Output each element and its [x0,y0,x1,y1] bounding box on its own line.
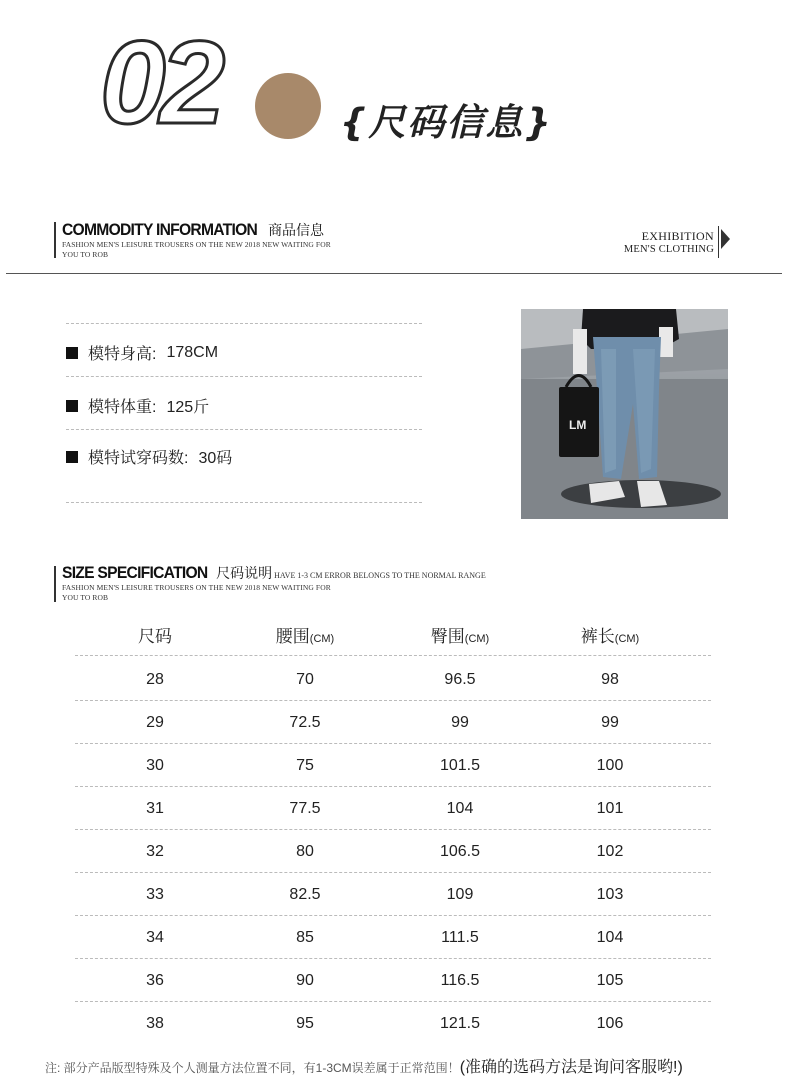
exhibition-label [624,229,714,257]
divider [66,429,422,430]
commodity-title-cn: 商品信息 [268,222,325,238]
square-bullet-icon [66,347,78,359]
table-header-cell [95,615,215,658]
cell-waist: 70 [296,671,314,688]
table-body [75,658,711,1045]
header-hip-label: 臀围 [430,627,465,646]
footnote-small: 注: 部分产品版型特殊及个人测量方法位置不同，有1-3CM误差属于正常范围！ [45,1061,460,1075]
size-table [75,615,711,1045]
table-header-cell [550,615,670,658]
cell-hip: 101.5 [439,757,481,774]
cell-length: 104 [596,929,624,946]
commodity-subtitle-line2: YOU TO ROB [62,250,109,259]
title-bar [54,566,56,602]
cell-waist: 72.5 [289,714,321,731]
exhibition-bar [718,226,719,258]
divider [66,323,422,324]
cell-length: 103 [596,886,624,903]
cell-length: 100 [596,757,624,774]
cell-size: 33 [146,886,164,903]
size-spec-title-en: SIZE SPECIFICATION [62,563,208,582]
table-row [75,744,711,787]
cell-size: 29 [146,714,164,731]
cell-size: 34 [146,929,164,946]
cell-hip: 96.5 [444,671,476,688]
cell-size: 30 [146,757,164,774]
cell-hip: 106.5 [439,843,481,860]
exhibition-line1: EXHIBITION [641,229,714,243]
cell-size: 31 [146,800,164,817]
row-divider [75,655,711,656]
cell-hip: 99 [451,714,469,731]
size-spec-subtitle-line1: FASHION MEN'S LEISURE TROUSERS ON THE NEW 2018 NEW WAITING FOR [62,583,331,592]
model-photo-illustration [521,309,728,519]
table-header-row [75,615,711,658]
header-length-unit: (CM) [614,633,640,645]
cell-size: 32 [146,843,164,860]
model-size-label: 模特试穿码数: [88,450,189,467]
cell-length: 102 [596,843,624,860]
table-row [75,959,711,1002]
table-row [75,873,711,916]
model-height-value: 178CM [166,343,219,361]
size-spec-note: HAVE 1-3 CM ERROR BELONGS TO THE NORMAL RANGE [274,571,486,580]
commodity-subtitle-line1: FASHION MEN'S LEISURE TROUSERS ON THE NEW 2018 NEW WAITING FOR [62,240,331,249]
model-weight-row [66,394,209,417]
section-title: {尺码信息} [340,101,553,144]
header-waist-unit: (CM) [309,633,335,645]
cell-size: 38 [146,1015,164,1032]
cell-size: 36 [146,972,164,989]
model-size-value: 30码 [198,450,233,467]
model-weight-value: 125斤 [166,399,210,416]
accent-dot [255,73,321,139]
model-height-label: 模特身高: [88,346,157,363]
size-spec-title-cn: 尺码说明 [216,565,273,581]
table-row [75,787,711,830]
commodity-title-en: COMMODITY INFORMATION [62,220,258,239]
table-row [75,830,711,873]
cell-waist: 82.5 [289,886,321,903]
title-bar [54,222,56,258]
cell-waist: 85 [296,929,314,946]
divider [6,273,782,274]
cell-length: 106 [596,1015,624,1032]
cell-waist: 75 [296,757,314,774]
footnote [45,1054,683,1077]
table-row [75,658,711,701]
cell-hip: 116.5 [440,972,480,989]
cell-hip: 109 [446,886,474,903]
table-header-cell [245,615,365,658]
cell-hip: 104 [446,800,474,817]
size-spec-heading [62,563,486,583]
header-size-label: 尺码 [138,627,172,646]
size-spec-subtitle-line2: YOU TO ROB [62,593,109,602]
cell-size: 28 [146,671,164,688]
cell-length: 98 [601,671,619,688]
cell-length: 101 [596,800,624,817]
header-length-label: 裤长 [580,627,615,646]
cell-waist: 80 [296,843,314,860]
commodity-heading [62,220,324,240]
header-hip-unit: (CM) [464,633,490,645]
model-photo [521,309,728,519]
table-row [75,1002,711,1045]
divider [66,376,422,377]
footnote-strong: (准确的选码方法是询问客服哟!) [459,1059,683,1076]
cell-waist: 95 [296,1015,314,1032]
arrow-right-icon [721,229,730,249]
table-row [75,916,711,959]
model-size-row [66,445,232,468]
cell-length: 99 [601,714,619,731]
square-bullet-icon [66,400,78,412]
table-row [75,701,711,744]
section-number: 02 [100,17,220,149]
cell-length: 105 [596,972,624,989]
cell-waist: 90 [296,972,314,989]
model-weight-label: 模特体重: [88,399,157,416]
exhibition-line2: MEN'S CLOTHING [623,244,714,255]
header-waist-label: 腰围 [275,627,310,646]
cell-hip: 121.5 [439,1015,481,1032]
commodity-subtitle [62,240,372,260]
model-height-row [66,341,218,364]
divider [66,502,422,503]
square-bullet-icon [66,451,78,463]
table-header-cell [400,615,520,658]
bag-text: LM [569,418,587,432]
size-spec-subtitle [62,583,372,603]
cell-hip: 111.5 [441,929,479,946]
cell-waist: 77.5 [289,800,321,817]
